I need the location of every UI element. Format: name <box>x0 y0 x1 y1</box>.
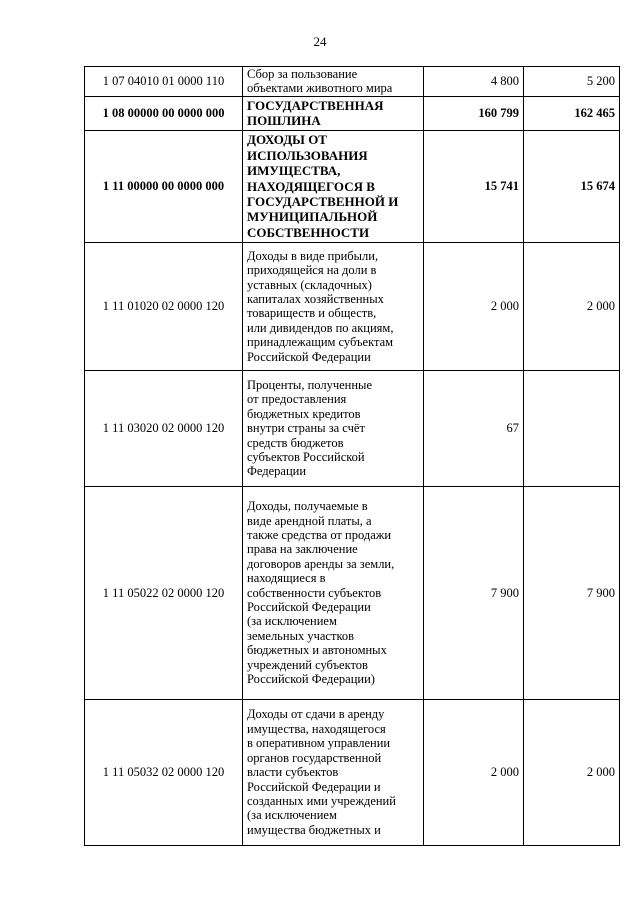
revenue-name-cell <box>243 67 424 97</box>
table-row <box>85 370 620 486</box>
revenue-name-text: ГОСУДАРСТВЕННАЯ ПОШЛИНА <box>247 97 384 129</box>
amount-cell-1: 2 000 <box>424 699 524 845</box>
budget-code-cell: 1 11 03020 02 0000 120 <box>85 370 243 486</box>
budget-revenue-table <box>84 66 620 846</box>
revenue-name-text: Проценты, полученные от предоставления бюджетных кредитов внутри страны за счёт средств бюджетов субъектов Российской Федерации <box>247 377 372 479</box>
amount-cell-2: 162 465 <box>524 96 620 130</box>
amount-cell-1: 15 741 <box>424 130 524 242</box>
budget-code-cell: 1 11 05032 02 0000 120 <box>85 699 243 845</box>
amount-cell-1: 160 799 <box>424 96 524 130</box>
amount-cell-2: 5 200 <box>524 67 620 97</box>
budget-code-cell: 1 07 04010 01 0000 110 <box>85 67 243 97</box>
table-row <box>85 130 620 242</box>
amount-cell-2: 7 900 <box>524 486 620 699</box>
revenue-name-cell <box>243 370 424 486</box>
revenue-name-cell <box>243 96 424 130</box>
revenue-name-text: ДОХОДЫ ОТ ИСПОЛЬЗОВАНИЯ ИМУЩЕСТВА, НАХОДЯЩЕГОСЯ В ГОСУДАРСТВЕННОЙ И МУНИЦИПАЛЬНОЙ СОБСТВЕННОСТИ <box>247 132 399 240</box>
amount-cell-1: 67 <box>424 370 524 486</box>
amount-cell-1: 7 900 <box>424 486 524 699</box>
amount-cell-2: 15 674 <box>524 130 620 242</box>
budget-code-cell: 1 11 00000 00 0000 000 <box>85 130 243 242</box>
table-row <box>85 699 620 845</box>
revenue-name-text: Доходы, получаемые в виде арендной платы, а также средства от продажи права на заключение договоров аренды за земли, находящиеся в собственности субъектов Российской Федерации (за исключением земельных участков бюджетных и автономных учреждений субъектов Российской Федерации) <box>247 499 395 687</box>
table-row <box>85 67 620 97</box>
amount-cell-2: 2 000 <box>524 699 620 845</box>
revenue-name-cell <box>243 699 424 845</box>
revenue-name-text: Сбор за пользование объектами животного мира <box>247 67 393 96</box>
table-row <box>85 96 620 130</box>
budget-code-cell: 1 11 05022 02 0000 120 <box>85 486 243 699</box>
table-row <box>85 242 620 370</box>
budget-code-cell: 1 11 01020 02 0000 120 <box>85 242 243 370</box>
revenue-name-text: Доходы в виде прибыли, приходящейся на доли в уставных (складочных) капиталах хозяйственных товариществ и обществ, или дивидендов по акциям, принадлежащим субъектам Российской Федерации <box>247 248 394 364</box>
revenue-name-cell <box>243 130 424 242</box>
amount-cell-1: 4 800 <box>424 67 524 97</box>
revenue-name-text: Доходы от сдачи в аренду имущества, находящегося в оперативном управлении органов государственной власти субъектов Российской Федерации и созданных ими учреждений (за исключением имущества бюджетных и <box>247 707 396 837</box>
budget-code-cell: 1 08 00000 00 0000 000 <box>85 96 243 130</box>
table-row <box>85 486 620 699</box>
page-number: 24 <box>313 34 327 49</box>
amount-cell-2 <box>524 370 620 486</box>
amount-cell-1: 2 000 <box>424 242 524 370</box>
amount-cell-2: 2 000 <box>524 242 620 370</box>
revenue-name-cell <box>243 242 424 370</box>
revenue-name-cell <box>243 486 424 699</box>
